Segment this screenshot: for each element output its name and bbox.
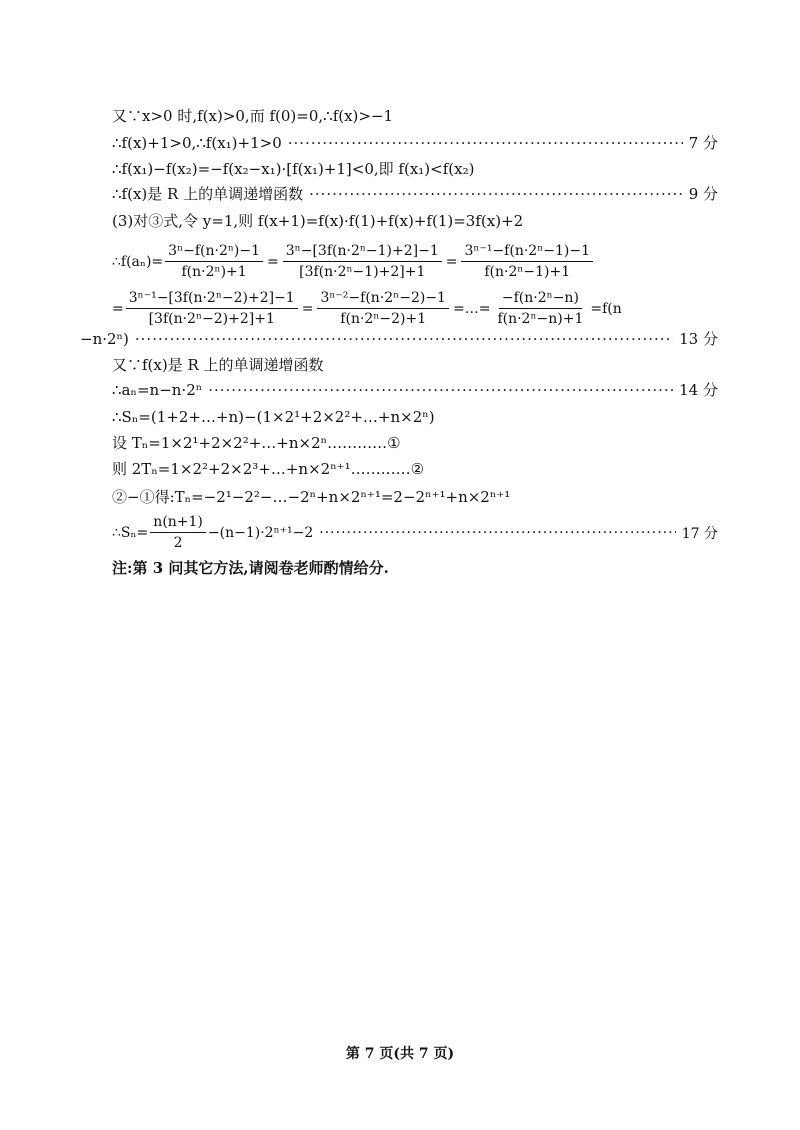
line-11 [112,407,718,427]
fraction [165,242,263,281]
fraction [126,289,298,328]
fraction-denominator: [3f(n·2ⁿ−1)+2]+1 [299,264,426,280]
score-17: 17 分 [681,525,718,542]
fraction-denominator: f(n·2ⁿ−2)+1 [340,311,427,327]
fraction [461,242,593,281]
line-2 [112,133,718,153]
fraction-numerator: 3ⁿ⁻¹−f(n·2ⁿ−1)−1 [461,242,593,262]
fraction [150,513,206,552]
line-1 [112,106,718,126]
fraction-numerator: 3ⁿ−f(n·2ⁿ)−1 [165,242,263,262]
fraction-numerator: −f(n·2ⁿ−n) [499,289,582,309]
equals-sign: = [445,253,458,270]
equation-fan-lhs: ∴f(aₙ)= [112,253,164,270]
score-14: 14 分 [679,381,718,399]
grading-note [112,558,718,578]
leader-dots [288,133,683,153]
score-13: 13 分 [679,330,718,348]
sum-lhs: ∴Sₙ= [112,524,149,541]
fraction-denominator: f(n·2ⁿ−n)+1 [497,311,584,327]
line-10 [112,380,718,400]
fraction-denominator: [3f(n·2ⁿ−2)+2]+1 [148,311,275,327]
line-9 [112,355,718,375]
line-13 [112,459,718,479]
fraction-numerator: 3ⁿ⁻²−f(n·2ⁿ−2)−1 [317,289,449,309]
equals-sign: = [267,253,279,270]
leader-dots [319,525,675,541]
line-14-text: ②−①得:Tₙ=−2¹−2²−…−2ⁿ+n×2ⁿ⁺¹=2−2ⁿ⁺¹+n×2ⁿ⁺¹ [112,488,511,506]
line-1-text: 又∵x>0 时,f(x)>0,而 f(0)=0,∴f(x)>−1 [112,107,394,125]
line-8 [80,329,718,349]
line-11-text: ∴Sₙ=(1+2+…+n)−(1×2¹+2×2²+…+n×2ⁿ) [112,408,435,426]
ellipsis-equals: =…= [452,300,491,317]
line-9-text: 又∵f(x)是 R 上的单调递增函数 [112,356,324,374]
equals-sign: = [112,300,124,317]
fraction-denominator: 2 [173,535,183,551]
fraction-denominator: f(n·2ⁿ)+1 [181,264,247,280]
line-3 [112,159,718,179]
fraction [283,242,442,281]
line-12 [112,433,718,453]
line-5-text: (3)对③式,令 y=1,则 f(x+1)=f(x)·f(1)+f(x)+f(1)=3f(x)+2 [112,212,524,230]
leader-dots [135,329,673,349]
leader-dots [309,184,683,204]
score-7: 7 分 [688,134,718,152]
leader-dots [208,380,673,400]
page-footer: 第 7 页(共 7 页) [345,1046,455,1062]
fraction [494,289,586,328]
line-8-text: −n·2ⁿ) [80,330,129,348]
fraction-numerator: 3ⁿ−[3f(n·2ⁿ−1)+2]−1 [283,242,442,262]
line-15 [112,513,718,552]
line-2-text: ∴f(x)+1>0,∴f(x₁)+1>0 [112,134,282,152]
equation-fan [112,242,595,281]
sum-rest: −(n−1)·2ⁿ⁺¹−2 [207,524,314,541]
equation-tail: =f(n [590,300,622,317]
fraction-denominator: f(n·2ⁿ−1)+1 [484,264,571,280]
line-13-text: 则 2Tₙ=1×2²+2×2³+…+n×2ⁿ⁺¹…………② [112,460,425,478]
score-9: 9 分 [688,185,718,203]
equals-sign: = [301,300,314,317]
equation-chain [112,289,624,328]
fraction-numerator: n(n+1) [150,513,206,533]
fraction-numerator: 3ⁿ⁻¹−[3f(n·2ⁿ−2)+2]−1 [126,289,298,309]
line-4 [112,184,718,204]
line-14 [112,487,718,507]
line-3-text: ∴f(x₁)−f(x₂)=−f(x₂−x₁)·[f(x₁)+1]<0,即 f(x₁)<f(x₂) [112,160,475,178]
line-4-text: ∴f(x)是 R 上的单调递增函数 [112,185,304,203]
line-12-text: 设 Tₙ=1×2¹+2×2²+…+n×2ⁿ…………① [112,434,401,452]
line-10-text: ∴aₙ=n−n·2ⁿ [112,381,203,399]
line-5 [112,211,718,231]
grading-note-text: 注:第 3 问其它方法,请阅卷老师酌情给分. [112,559,389,577]
fraction [317,289,449,328]
